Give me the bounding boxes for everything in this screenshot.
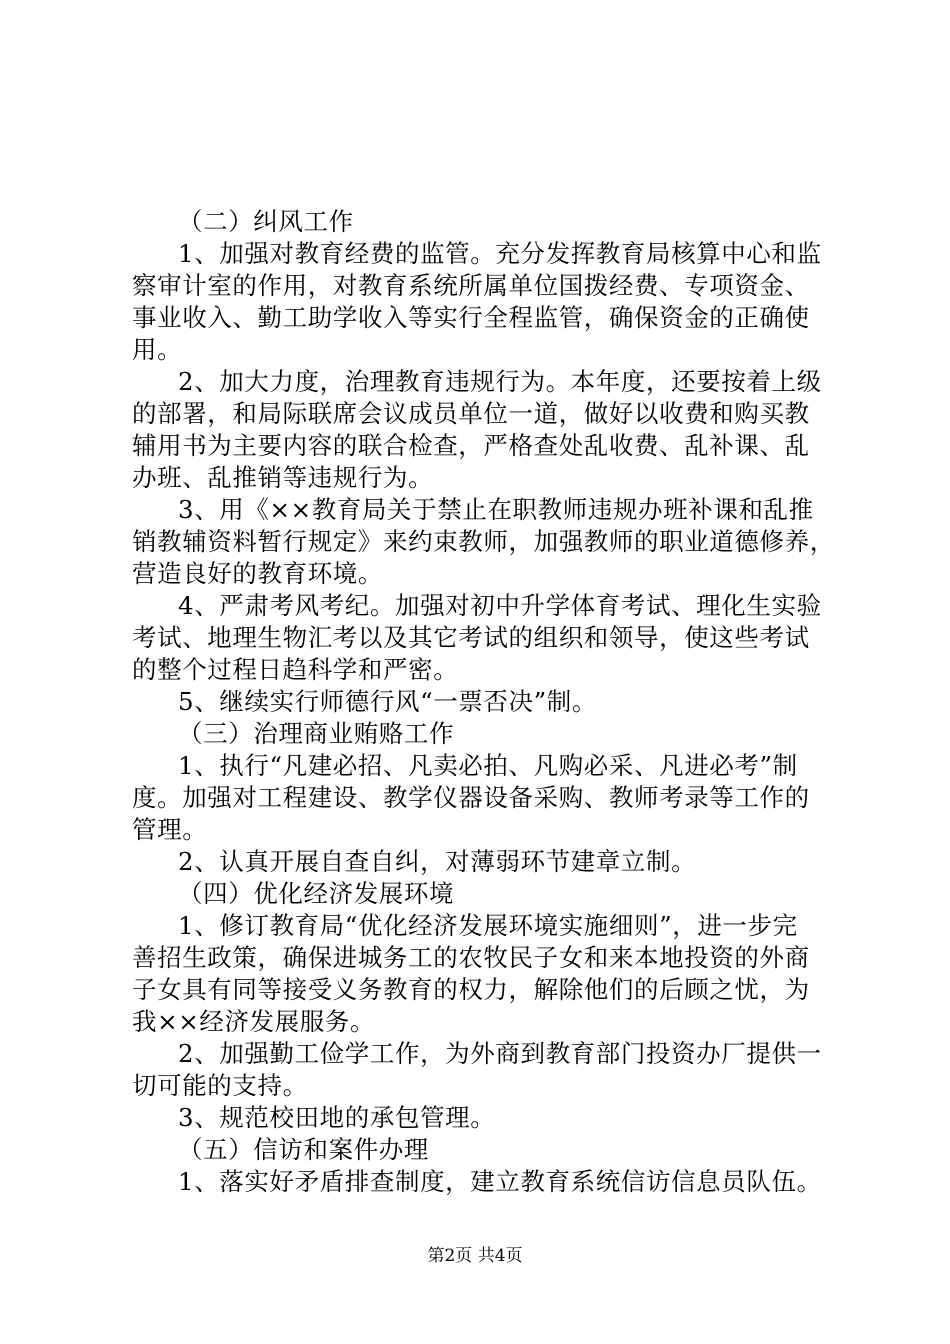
paragraph-line: 辅用书为主要内容的联合检查，严格查处乱收费、乱补课、乱 — [132, 431, 810, 460]
paragraph-line: 我××经济发展服务。 — [132, 1007, 376, 1036]
paragraph-line: 管理。 — [132, 815, 208, 844]
paragraph-line: 切可能的支持。 — [132, 1071, 308, 1100]
section-heading: （四）优化经济发展环境 — [178, 879, 455, 908]
paragraph-line: 事业收入、勤工助学收入等实行全程监管，确保资金的正确使 — [132, 303, 810, 332]
paragraph-line: 办班、乱推销等违规行为。 — [132, 463, 434, 492]
paragraph-line: 善招生政策，确保进城务工的农牧民子女和来本地投资的外商 — [132, 943, 810, 972]
paragraph-line: 2、认真开展自查自纠，对薄弱环节建章立制。 — [178, 847, 697, 876]
paragraph-line: 1、加强对教育经费的监管。充分发挥教育局核算中心和监 — [178, 239, 822, 268]
paragraph-line: 察审计室的作用，对教育系统所属单位国拨经费、专项资金、 — [132, 271, 810, 300]
page-number: 第2页 共4页 — [427, 1246, 523, 1266]
paragraph-line: 1、执行“凡建必招、凡卖必拍、凡购必采、凡进必考”制 — [178, 751, 798, 780]
paragraph-line: 营造良好的教育环境。 — [132, 559, 383, 588]
section-heading: （二）纠风工作 — [178, 207, 354, 236]
paragraph-line: 2、加强勤工俭学工作，为外商到教育部门投资办厂提供一 — [178, 1039, 822, 1068]
document-body — [132, 206, 835, 1198]
paragraph-line: 1、落实好矛盾排查制度，建立教育系统信访信息员队伍。 — [178, 1167, 822, 1196]
paragraph-line: 用。 — [132, 335, 183, 364]
section-heading: （三）治理商业贿赂工作 — [178, 719, 455, 748]
paragraph-line: 的部署，和局际联席会议成员单位一道，做好以收费和购买教 — [132, 399, 810, 428]
paragraph-line: 4、严肃考风考纪。加强对初中升学体育考试、理化生实验 — [178, 591, 822, 620]
paragraph-line: 3、规范校田地的承包管理。 — [178, 1103, 496, 1132]
paragraph-line: 度。加强对工程建设、教学仪器设备采购、教师考录等工作的 — [132, 783, 810, 812]
paragraph-line: 子女具有同等接受义务教育的权力，解除他们的后顾之忧，为 — [132, 975, 810, 1004]
section-heading: （五）信访和案件办理 — [178, 1135, 429, 1164]
paragraph-line: 销教辅资料暂行规定》来约束教师，加强教师的职业道德修养， — [132, 527, 835, 556]
page-footer — [0, 1246, 950, 1266]
paragraph-line: 2、加大力度，治理教育违规行为。本年度，还要按着上级 — [178, 367, 822, 396]
paragraph-line: 考试、地理生物汇考以及其它考试的组织和领导，使这些考试 — [132, 623, 810, 652]
paragraph-line: 3、用《××教育局关于禁止在职教师违规办班补课和乱推 — [178, 495, 814, 524]
paragraph-line: 5、继续实行师德行风“一票否决”制。 — [178, 687, 597, 716]
paragraph-line: 的整个过程日趋科学和严密。 — [132, 655, 459, 684]
paragraph-line: 1、修订教育局“优化经济发展环境实施细则”，进一步完 — [178, 911, 798, 940]
